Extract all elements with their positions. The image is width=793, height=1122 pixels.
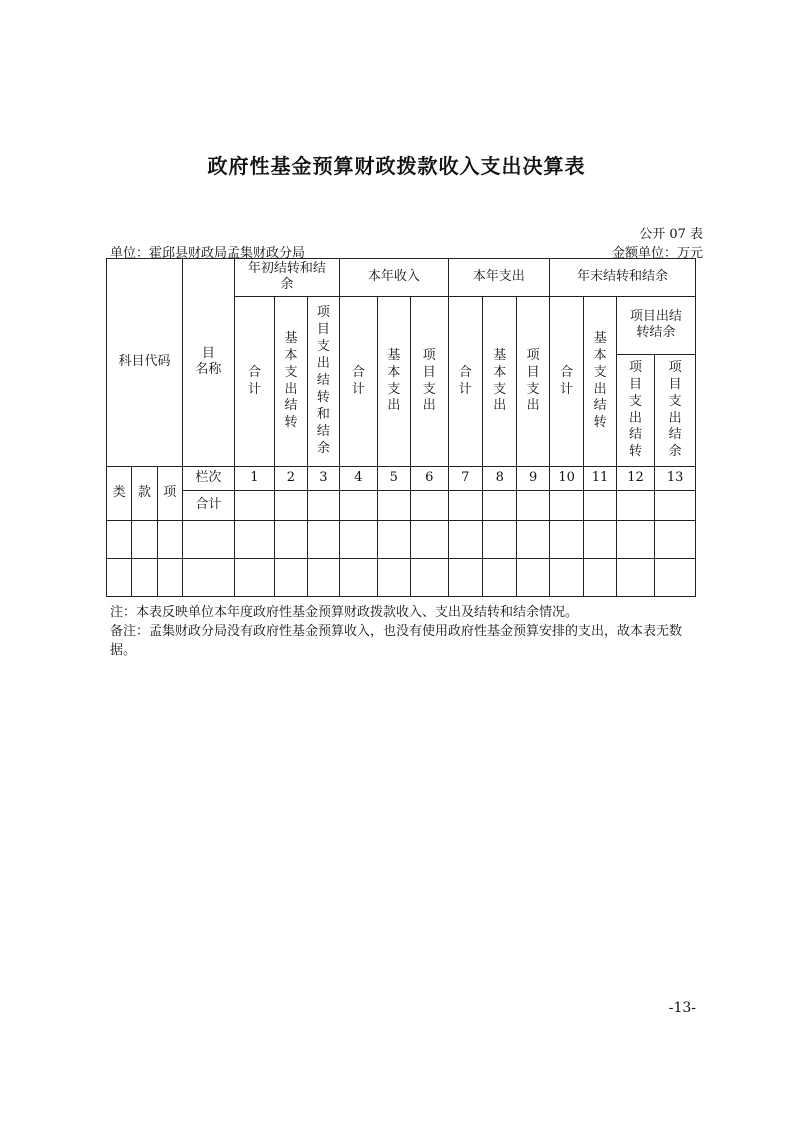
begin-group-header: 年初结转和结余 <box>234 259 339 297</box>
empty-cell <box>655 559 696 597</box>
empty-cell <box>448 521 482 559</box>
empty-cell <box>377 559 410 597</box>
empty-cell <box>655 521 696 559</box>
empty-cell <box>411 559 449 597</box>
empty-cell <box>182 521 234 559</box>
form-number: 公开 07 表 <box>639 227 703 242</box>
empty-cell <box>340 521 378 559</box>
table-row <box>107 521 696 559</box>
class-header: 类 <box>107 467 132 521</box>
page-title: 政府性基金预算财政拨款收入支出决算表 <box>207 154 586 178</box>
empty-cell <box>377 491 410 521</box>
begin-project-carry-header: 项目支出结转和结余 <box>307 297 339 467</box>
end-project-balance-header: 项目支出结余 <box>655 355 696 467</box>
table-note: 注：本表反映单位本年度政府性基金预算财政拨款收入、支出及结转和结余情况。 <box>110 605 579 620</box>
empty-cell <box>182 559 234 597</box>
empty-cell <box>549 559 583 597</box>
empty-cell <box>234 559 275 597</box>
empty-cell <box>517 559 549 597</box>
empty-cell <box>584 521 616 559</box>
column-index-label: 栏次 <box>182 467 234 491</box>
unit-label: 单位：霍邱县财政局孟集财政分局 <box>110 246 306 261</box>
column-number: 3 <box>307 467 339 491</box>
empty-cell <box>377 521 410 559</box>
expense-basic-header: 基本支出 <box>483 297 517 467</box>
end-total-header: 合计 <box>549 297 583 467</box>
fund-table <box>106 258 696 597</box>
empty-cell <box>132 521 157 559</box>
page-number: -13- <box>668 1000 696 1016</box>
empty-cell <box>517 521 549 559</box>
empty-cell <box>157 521 182 559</box>
amount-unit-label: 金额单位：万元 <box>611 246 703 261</box>
table-remark: 备注：孟集财政分局没有政府性基金预算收入，也没有使用政府性基金预算安排的支出，故本表无数据。 <box>110 624 683 658</box>
empty-cell <box>616 491 655 521</box>
income-project-header: 项目支出 <box>411 297 449 467</box>
end-basic-carry-header: 基本支出结转 <box>584 297 616 467</box>
empty-cell <box>549 491 583 521</box>
empty-cell <box>616 521 655 559</box>
column-number: 7 <box>448 467 482 491</box>
expense-total-header: 合计 <box>448 297 482 467</box>
end-project-group-header: 项目出结转结余 <box>616 297 695 355</box>
column-number: 1 <box>234 467 275 491</box>
total-row-label: 合计 <box>182 491 234 521</box>
table-row <box>107 559 696 597</box>
end-project-carry-header: 项目支出结转 <box>616 355 655 467</box>
empty-cell <box>448 491 482 521</box>
empty-cell <box>234 491 275 521</box>
empty-cell <box>275 559 307 597</box>
column-number: 11 <box>584 467 616 491</box>
column-number: 9 <box>517 467 549 491</box>
total-row <box>107 491 696 521</box>
empty-cell <box>483 491 517 521</box>
item-header: 项 <box>157 467 182 521</box>
column-number: 6 <box>411 467 449 491</box>
empty-cell <box>234 521 275 559</box>
name-header <box>182 259 234 467</box>
income-group-header: 本年收入 <box>340 259 448 297</box>
empty-cell <box>275 521 307 559</box>
column-number: 8 <box>483 467 517 491</box>
column-number: 4 <box>340 467 378 491</box>
income-basic-header: 基本支出 <box>377 297 410 467</box>
income-total-header: 合计 <box>340 297 378 467</box>
empty-cell <box>275 491 307 521</box>
section-header: 款 <box>132 467 157 521</box>
empty-cell <box>584 559 616 597</box>
column-number: 13 <box>655 467 696 491</box>
begin-basic-carry-header: 基本支出结转 <box>275 297 307 467</box>
expense-group-header: 本年支出 <box>448 259 549 297</box>
empty-cell <box>584 491 616 521</box>
expense-project-header: 项目支出 <box>517 297 549 467</box>
column-number: 2 <box>275 467 307 491</box>
subject-code-header: 科目代码 <box>107 259 183 467</box>
end-group-header: 年末结转和结余 <box>549 259 695 297</box>
empty-cell <box>411 491 449 521</box>
empty-cell <box>307 491 339 521</box>
empty-cell <box>448 559 482 597</box>
empty-cell <box>517 491 549 521</box>
column-number: 12 <box>616 467 655 491</box>
begin-total-header: 合计 <box>234 297 275 467</box>
column-number: 5 <box>377 467 410 491</box>
empty-cell <box>616 559 655 597</box>
empty-cell <box>549 521 583 559</box>
empty-cell <box>340 559 378 597</box>
empty-cell <box>340 491 378 521</box>
column-number: 10 <box>549 467 583 491</box>
empty-cell <box>655 491 696 521</box>
empty-cell <box>411 521 449 559</box>
empty-cell <box>107 521 132 559</box>
empty-cell <box>307 559 339 597</box>
empty-cell <box>157 559 182 597</box>
empty-cell <box>483 559 517 597</box>
empty-cell <box>307 521 339 559</box>
name-header-text: 目 名称 <box>195 345 222 378</box>
empty-cell <box>483 521 517 559</box>
empty-cell <box>132 559 157 597</box>
empty-cell <box>107 559 132 597</box>
